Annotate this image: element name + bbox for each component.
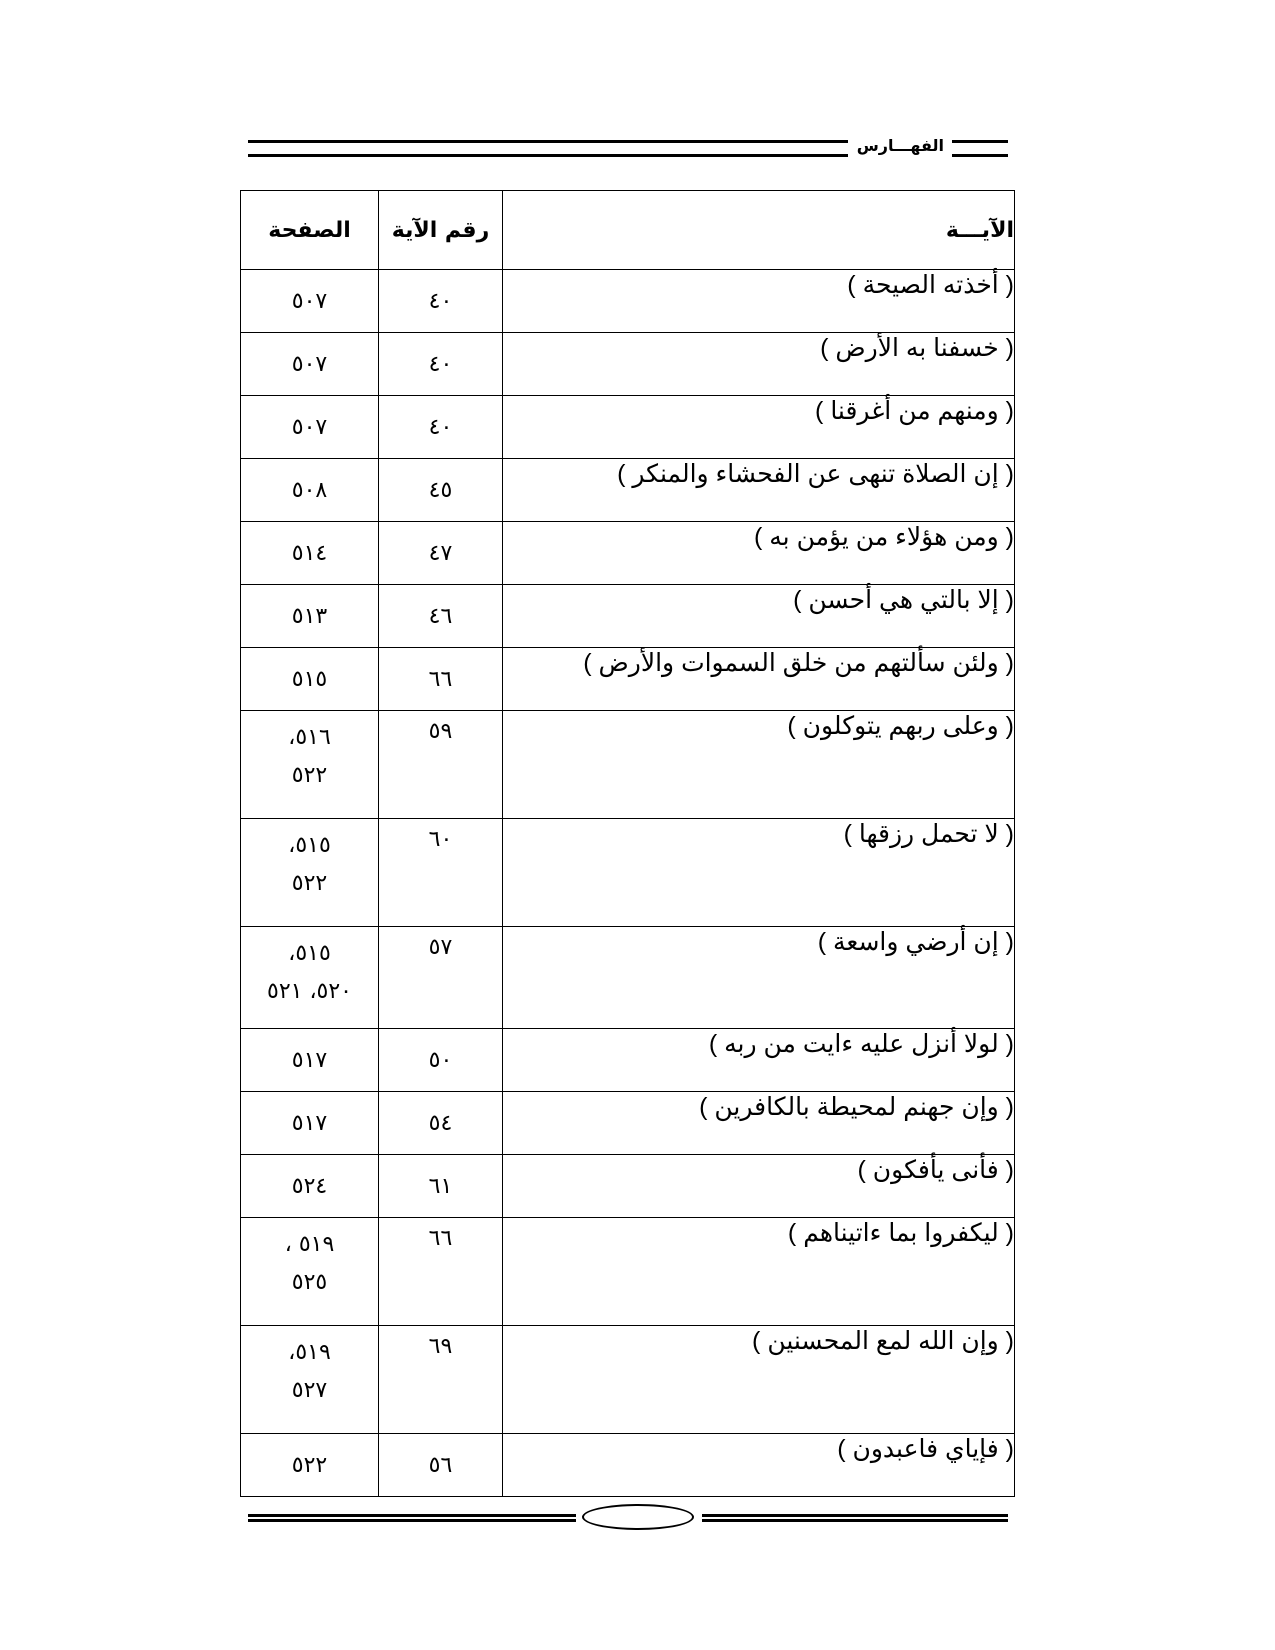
table-row (241, 1326, 1015, 1434)
verse-cell: ( وإن الله لمع المحسنين ) (503, 1326, 1015, 1434)
verse-number-cell: ٤٦ (379, 585, 503, 648)
page-cell (241, 522, 379, 585)
page-cell (241, 1092, 379, 1155)
page-cell (241, 1434, 379, 1497)
page-cell (241, 648, 379, 711)
page-number: ٥١٤ (291, 540, 328, 566)
column-header-verse-number: رقم الآية (379, 191, 503, 270)
page-number: ٥٢٠، ٥٢١ (267, 979, 352, 1004)
page-number: ٥٢٢ (291, 871, 328, 896)
verse-cell: ( إلا بالتي هي أحسن ) (503, 585, 1015, 648)
page-cell (241, 459, 379, 522)
verse-cell: ( وعلى ربهم يتوكلون ) (503, 711, 1015, 819)
page-number: ٥١٩، (288, 1340, 331, 1365)
table-row (241, 396, 1015, 459)
verse-cell: ( فإياي فاعبدون ) (503, 1434, 1015, 1497)
page-cell (241, 1029, 379, 1092)
verse-number-cell: ٥٧ (379, 927, 503, 1029)
table-header-row (241, 191, 1015, 270)
verse-number-cell: ٦٩ (379, 1326, 503, 1434)
table-row (241, 711, 1015, 819)
verse-number-cell: ٤٠ (379, 396, 503, 459)
verse-number-cell: ٥٩ (379, 711, 503, 819)
verse-number-cell: ٤٠ (379, 333, 503, 396)
page-number: ٥١٥، (288, 833, 331, 858)
page-number: ٥١٣ (291, 603, 328, 629)
verse-cell: ( إن أرضي واسعة ) (503, 927, 1015, 1029)
verse-number-cell: ٤٠ (379, 270, 503, 333)
verse-cell: ( ولئن سألتهم من خلق السموات والأرض ) (503, 648, 1015, 711)
page-number: ٥٢٧ (291, 1378, 328, 1403)
verse-number-cell: ٥٠ (379, 1029, 503, 1092)
page-header (248, 134, 1008, 158)
table-row (241, 1218, 1015, 1326)
page-number: ٥٠٧ (291, 288, 328, 314)
page-cell (241, 927, 379, 1029)
verse-number-cell: ٥٤ (379, 1092, 503, 1155)
verse-number-cell: ٦١ (379, 1155, 503, 1218)
verse-number-cell: ٦٦ (379, 1218, 503, 1326)
header-rule-right (952, 140, 1008, 157)
column-header-verse: الآيـــة (503, 191, 1015, 270)
table-row (241, 270, 1015, 333)
page-cell (241, 711, 379, 819)
verse-number-cell: ٦٠ (379, 819, 503, 927)
table-row (241, 1029, 1015, 1092)
verse-cell: ( خسفنا به الأرض ) (503, 333, 1015, 396)
page-number: ٥١٧ (291, 1110, 328, 1136)
verse-index-table (240, 190, 1015, 1497)
table-row (241, 1092, 1015, 1155)
column-header-page: الصفحة (241, 191, 379, 270)
footer-rule-left (248, 1514, 576, 1522)
table-row (241, 1155, 1015, 1218)
verse-cell: ( ومن هؤلاء من يؤمن به ) (503, 522, 1015, 585)
page-number: ٥٢٤ (291, 1173, 328, 1199)
page-cell (241, 1326, 379, 1434)
page-cell (241, 270, 379, 333)
table-row (241, 333, 1015, 396)
header-rule-left (248, 140, 848, 157)
verse-cell: ( ومنهم من أغرقنا ) (503, 396, 1015, 459)
table-row (241, 459, 1015, 522)
page-number-oval (582, 1504, 694, 1530)
verse-cell: ( إن الصلاة تنهى عن الفحشاء والمنكر ) (503, 459, 1015, 522)
table-row (241, 927, 1015, 1029)
table-row (241, 648, 1015, 711)
page-number: ٥٢٢ (291, 763, 328, 788)
table-row (241, 585, 1015, 648)
verse-cell: ( أخذته الصيحة ) (503, 270, 1015, 333)
page-cell (241, 396, 379, 459)
verse-cell: ( فأنى يأفكون ) (503, 1155, 1015, 1218)
verse-number-cell: ٤٧ (379, 522, 503, 585)
verse-number-cell: ٥٦ (379, 1434, 503, 1497)
page-number: ٥١٩ ، (284, 1232, 335, 1257)
page-cell (241, 333, 379, 396)
table-row (241, 819, 1015, 927)
page-cell (241, 585, 379, 648)
page-number: ٥٢٢ (291, 1452, 328, 1478)
footer-rule-right (702, 1514, 1008, 1522)
page-cell (241, 819, 379, 927)
page-number: ٥١٥، (288, 941, 331, 966)
verse-number-cell: ٦٦ (379, 648, 503, 711)
table-row (241, 1434, 1015, 1497)
page-cell (241, 1155, 379, 1218)
verse-cell: ( لا تحمل رزقها ) (503, 819, 1015, 927)
table-row (241, 522, 1015, 585)
page-number: ٥٠٨ (291, 477, 328, 503)
header-title: الفهـــارس (856, 136, 944, 155)
page-cell (241, 1218, 379, 1326)
page-number: ٥١٥ (291, 666, 328, 692)
page-number: ٥٢٥ (291, 1270, 328, 1295)
verse-cell: ( ليكفروا بما ءاتيناهم ) (503, 1218, 1015, 1326)
page-number: ٥١٧ (291, 1047, 328, 1073)
verse-number-cell: ٤٥ (379, 459, 503, 522)
page-number: ٥٠٧ (291, 351, 328, 377)
page-number: ٥٠٧ (291, 414, 328, 440)
verse-cell: ( لولا أنزل عليه ءايت من ربه ) (503, 1029, 1015, 1092)
page-number: ٥١٦، (288, 725, 331, 750)
page-footer (248, 1504, 1008, 1534)
verse-cell: ( وإن جهنم لمحيطة بالكافرين ) (503, 1092, 1015, 1155)
